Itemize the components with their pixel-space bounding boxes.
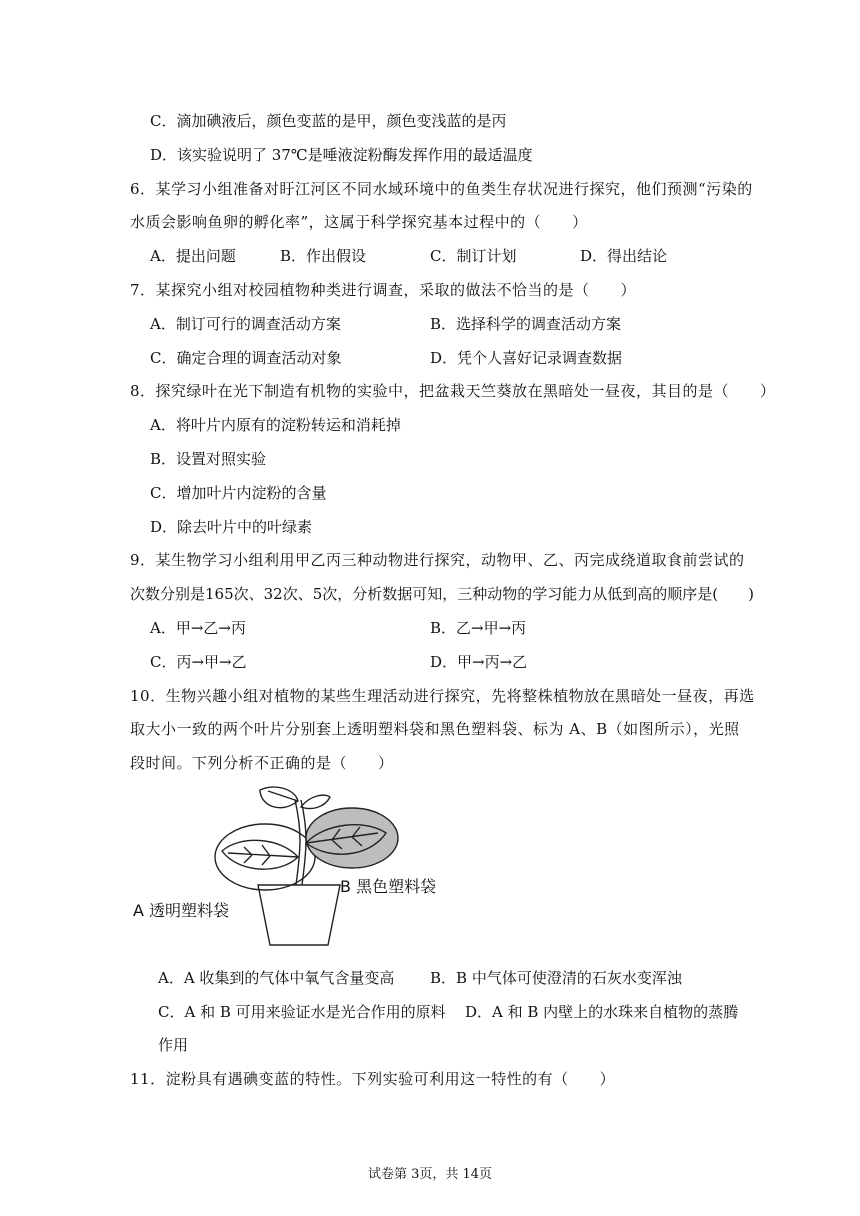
q8-option-d: D．除去叶片中的叶绿素 bbox=[150, 518, 313, 536]
q8-option-b: B．设置对照实验 bbox=[150, 450, 267, 468]
q6-option-b: B．作出假设 bbox=[280, 247, 367, 265]
q7-stem: 7．某探究小组对校园植物种类进行调查，采取的做法不恰当的是（ ） bbox=[130, 281, 637, 299]
q10-stem-line2: 取大小一致的两个叶片分别套上透明塑料袋和黑色塑料袋、标为 A、B（如图所示），光照 bbox=[130, 720, 740, 738]
q10-stem-line1: 10．生物兴趣小组对植物的某些生理活动进行探究，先将整株植物放在黑暗处一昼夜，再选 bbox=[130, 687, 755, 705]
q6-option-a: A．提出问题 bbox=[150, 247, 236, 265]
figure-label-a: A 透明塑料袋 bbox=[133, 901, 230, 920]
q7-option-b: B．选择科学的调查活动方案 bbox=[430, 315, 622, 333]
q6-option-c: C．制订计划 bbox=[430, 247, 517, 265]
q6-option-d: D．得出结论 bbox=[580, 247, 668, 265]
figure-label-b: B 黑色塑料袋 bbox=[340, 877, 437, 896]
q5-option-c: C．滴加碘液后，颜色变蓝的是甲，颜色变浅蓝的是丙 bbox=[150, 112, 507, 130]
black-bag-b bbox=[306, 808, 398, 868]
q8-stem: 8．探究绿叶在光下制造有机物的实验中，把盆栽天竺葵放在黑暗处一昼夜，其目的是（ ） bbox=[130, 382, 776, 400]
q6-stem-line1: 6．某学习小组准备对盱江河区不同水域环境中的鱼类生存状况进行探究，他们预测“污染的 bbox=[130, 180, 753, 198]
q10-option-d-line2: 作用 bbox=[158, 1036, 189, 1054]
q7-option-d: D．凭个人喜好记录调查数据 bbox=[430, 349, 623, 367]
plant-stem bbox=[295, 800, 300, 885]
top-leaf bbox=[260, 787, 298, 808]
plant-figure bbox=[120, 785, 480, 950]
q10-stem-line3: 段时间。下列分析不正确的是（ ） bbox=[130, 754, 394, 772]
q11-stem: 11．淀粉具有遇碘变蓝的特性。下列实验可利用这一特性的有（ ） bbox=[130, 1070, 616, 1088]
q7-option-a: A．制订可行的调查活动方案 bbox=[150, 315, 341, 333]
q10-option-c: C．A 和 B 可用来验证水是光合作用的原料 bbox=[158, 1003, 446, 1021]
q10-option-a: A．A 收集到的气体中氧气含量变高 bbox=[158, 969, 395, 987]
q9-stem-line2: 次数分别是165次、32次、5次，分析数据可知，三种动物的学习能力从低到高的顺序是( ) bbox=[130, 585, 754, 603]
q9-option-c: C．丙→甲→乙 bbox=[150, 653, 247, 671]
q9-option-d: D．甲→丙→乙 bbox=[430, 653, 528, 671]
transparent-bag-a bbox=[215, 824, 315, 890]
q6-stem-line2: 水质会影响鱼卵的孵化率”，这属于科学探究基本过程中的（ ） bbox=[130, 213, 588, 231]
q8-option-a: A．将叶片内原有的淀粉转运和消耗掉 bbox=[150, 416, 401, 434]
q9-option-a: A．甲→乙→丙 bbox=[150, 619, 246, 637]
q8-option-c: C．增加叶片内淀粉的含量 bbox=[150, 484, 327, 502]
q10-option-b: B．B 中气体可使澄清的石灰水变浑浊 bbox=[430, 969, 682, 987]
q7-option-c: C．确定合理的调查活动对象 bbox=[150, 349, 342, 367]
q10-option-d-line1: D．A 和 B 内壁上的水珠来自植物的蒸腾 bbox=[465, 1003, 739, 1021]
q5-option-d: D．该实验说明了 37℃是唾液淀粉酶发挥作用的最适温度 bbox=[150, 146, 533, 164]
q9-option-b: B．乙→甲→丙 bbox=[430, 619, 527, 637]
flower-pot bbox=[258, 885, 340, 945]
q9-stem-line1: 9．某生物学习小组利用甲乙丙三种动物进行探究，动物甲、乙、丙完成绕道取食前尝试的 bbox=[130, 551, 745, 569]
page-footer: 试卷第 3页，共 14页 bbox=[367, 1167, 493, 1182]
